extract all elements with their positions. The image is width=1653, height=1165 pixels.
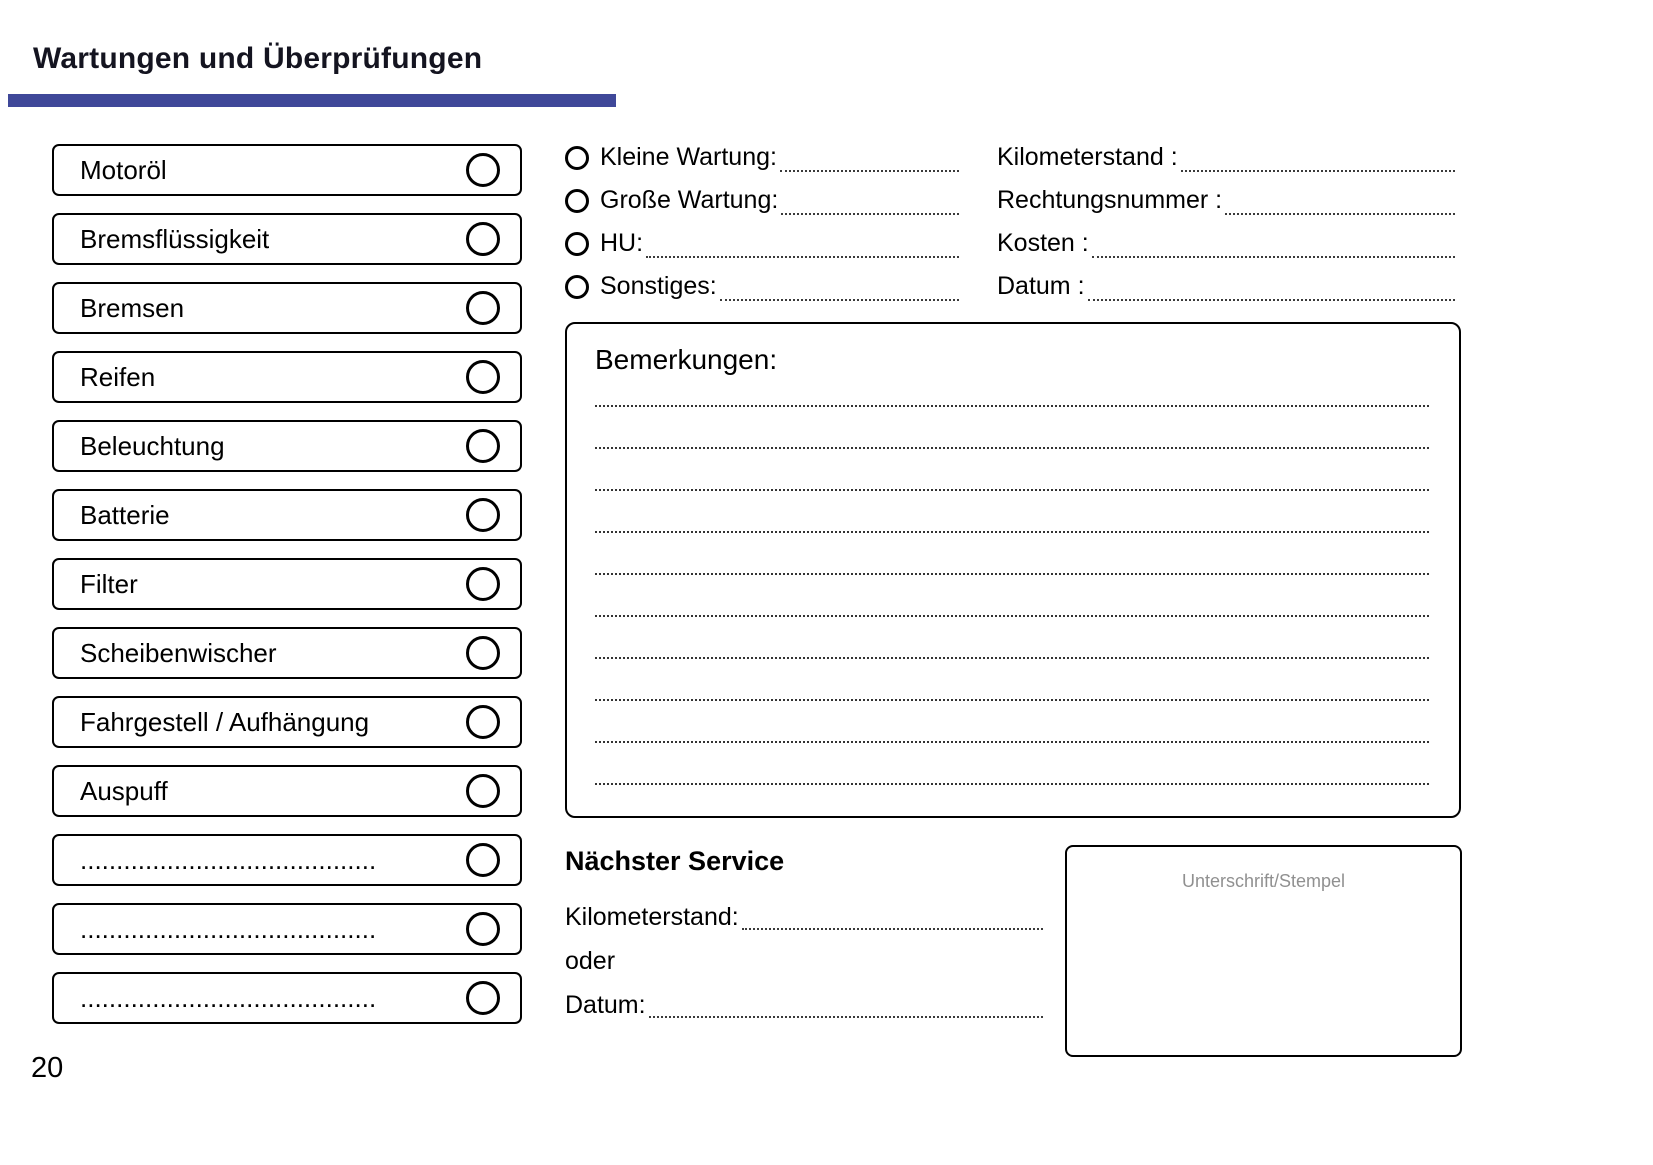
- checkbox-circle[interactable]: [466, 843, 500, 877]
- service-type-field[interactable]: [646, 256, 959, 258]
- service-type-field[interactable]: [780, 170, 959, 172]
- next-service-datum-row: [565, 985, 1043, 1025]
- remarks-line[interactable]: [595, 491, 1429, 533]
- checklist-item: [52, 144, 522, 196]
- checklist-item-label: .........................................: [80, 913, 377, 944]
- service-detail-row: [997, 179, 1455, 222]
- checkbox-circle[interactable]: [466, 705, 500, 739]
- checkbox-circle[interactable]: [466, 912, 500, 946]
- checklist-item-label: Beleuchtung: [80, 430, 225, 461]
- checkbox-circle[interactable]: [466, 774, 500, 808]
- remarks-box: [565, 322, 1461, 818]
- remarks-line[interactable]: [595, 701, 1429, 743]
- service-detail-field[interactable]: [1092, 256, 1455, 258]
- page-number: 20: [31, 1052, 64, 1084]
- radio-circle[interactable]: [565, 146, 589, 170]
- checklist-item: [52, 972, 522, 1024]
- remarks-line[interactable]: [595, 533, 1429, 575]
- checklist-item: [52, 627, 522, 679]
- next-service-oder-label: oder: [565, 946, 616, 975]
- service-type-field[interactable]: [720, 299, 959, 301]
- service-detail-field[interactable]: [1225, 213, 1455, 215]
- service-detail-label: Datum :: [997, 272, 1085, 300]
- checklist-item-label: Batterie: [80, 499, 170, 530]
- service-type-field[interactable]: [781, 213, 959, 215]
- remarks-line[interactable]: [595, 449, 1429, 491]
- checkbox-circle[interactable]: [466, 291, 500, 325]
- checklist-item: [52, 558, 522, 610]
- radio-circle[interactable]: [565, 232, 589, 256]
- next-service-datum-label: Datum:: [565, 990, 646, 1019]
- remarks-line[interactable]: [595, 743, 1429, 785]
- checklist-item: [52, 420, 522, 472]
- remarks-line[interactable]: [595, 365, 1429, 407]
- service-detail-label: Kilometerstand :: [997, 143, 1178, 171]
- title-underline-bar: [8, 94, 616, 107]
- checkbox-circle[interactable]: [466, 429, 500, 463]
- checklist-item: [52, 903, 522, 955]
- next-service-kilometerstand-row: [565, 897, 1043, 937]
- checklist-item-label: Fahrgestell / Aufhängung: [80, 706, 370, 737]
- checkbox-circle[interactable]: [466, 153, 500, 187]
- checklist: [52, 144, 522, 1024]
- service-type-label: Kleine Wartung:: [600, 143, 777, 171]
- service-detail-label: Kosten :: [997, 229, 1089, 257]
- checklist-item-label: Bremsflüssigkeit: [80, 223, 270, 254]
- checkbox-circle[interactable]: [466, 222, 500, 256]
- checklist-item: [52, 282, 522, 334]
- remarks-lines: [595, 365, 1429, 785]
- checklist-item-label: .........................................: [80, 844, 377, 875]
- checklist-item-label: Scheibenwischer: [80, 637, 277, 668]
- radio-circle[interactable]: [565, 275, 589, 299]
- service-type-label: HU:: [600, 229, 644, 257]
- checkbox-circle[interactable]: [466, 636, 500, 670]
- service-detail-list: [997, 136, 1455, 308]
- checkbox-circle[interactable]: [466, 498, 500, 532]
- service-detail-field[interactable]: [1088, 299, 1455, 301]
- service-type-row: [565, 265, 959, 308]
- next-service-title: Nächster Service: [565, 846, 785, 876]
- service-detail-row: [997, 136, 1455, 179]
- service-type-row: [565, 222, 959, 265]
- checklist-item-label: Filter: [80, 568, 138, 599]
- signature-box[interactable]: [1065, 845, 1462, 1057]
- checkbox-circle[interactable]: [466, 360, 500, 394]
- remarks-title: Bemerkungen:: [595, 344, 778, 375]
- checklist-item: [52, 213, 522, 265]
- next-service-kilometerstand-label: Kilometerstand:: [565, 902, 739, 931]
- service-detail-label: Rechtungsnummer :: [997, 186, 1223, 214]
- checkbox-circle[interactable]: [466, 981, 500, 1015]
- checklist-item-label: Auspuff: [80, 775, 168, 806]
- checkbox-circle[interactable]: [466, 567, 500, 601]
- remarks-line[interactable]: [595, 575, 1429, 617]
- remarks-line[interactable]: [595, 659, 1429, 701]
- next-service-section: [565, 846, 1043, 1029]
- signature-label: Unterschrift/Stempel: [1181, 871, 1346, 891]
- checklist-item: [52, 765, 522, 817]
- service-type-row: [565, 136, 959, 179]
- checklist-item: [52, 696, 522, 748]
- remarks-line[interactable]: [595, 617, 1429, 659]
- checklist-item-label: Bremsen: [80, 292, 185, 323]
- service-type-label: Große Wartung:: [600, 186, 779, 214]
- next-service-kilometerstand-field[interactable]: [742, 928, 1043, 930]
- checklist-item: [52, 834, 522, 886]
- service-type-label: Sonstiges:: [600, 272, 717, 300]
- remarks-line[interactable]: [595, 407, 1429, 449]
- checklist-item-label: .........................................: [80, 982, 377, 1013]
- service-detail-field[interactable]: [1181, 170, 1455, 172]
- service-detail-row: [997, 222, 1455, 265]
- radio-circle[interactable]: [565, 189, 589, 213]
- checklist-item: [52, 489, 522, 541]
- checklist-item-label: Reifen: [80, 361, 156, 392]
- checklist-item: [52, 351, 522, 403]
- service-detail-row: [997, 265, 1455, 308]
- checklist-item-label: Motoröl: [80, 154, 167, 185]
- next-service-datum-field[interactable]: [649, 1016, 1043, 1018]
- service-type-row: [565, 179, 959, 222]
- service-type-list: [565, 136, 959, 308]
- page-title: Wartungen und Überprüfungen: [33, 42, 483, 75]
